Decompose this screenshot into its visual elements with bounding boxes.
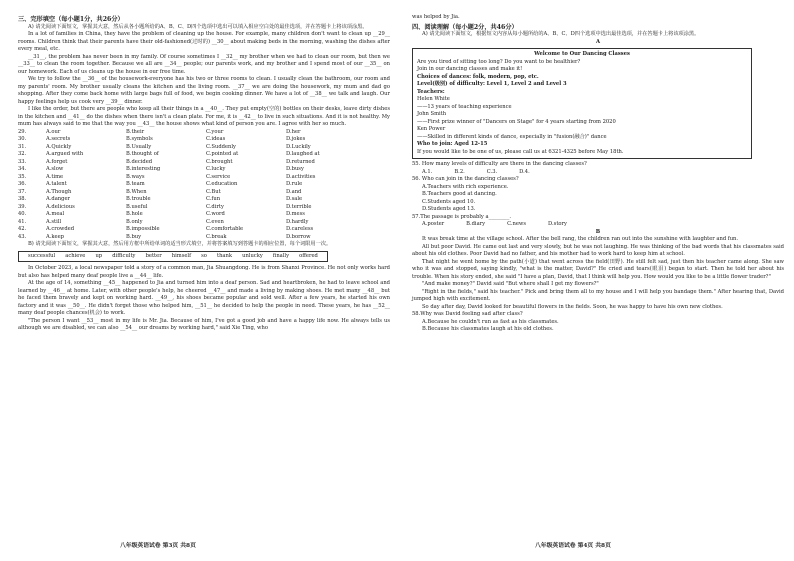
option: C.dirty — [206, 203, 224, 210]
story-para-2: All but poor David. He came out last and very slowly, but he was not laughing. He was thinking of the bad words that his classmates said about his old clothes. Poor David had no father, and his mother had to work hard to keep him at school. — [412, 243, 784, 257]
option: B.team — [126, 181, 145, 187]
question-57: 57.The passage is probably a________. — [412, 213, 511, 220]
q55-options — [412, 169, 784, 177]
option: C.service — [206, 173, 231, 180]
option: C.Suddenly — [206, 143, 236, 150]
option: D.mess — [286, 211, 305, 217]
passage-b-para-2: At the age of 14, something __45__ happened to Jia and turned him into a deaf person. Sad and heartbroken, he had to leave school and learned by __46__ at home. Later, with other people's help, he cheered __47__ and made a living by making shoes. He met many __48__ but he faced them bravely and kept on working hard. __49__, his shoes became popular and sold well. After a few years, he started his own factory and it was __50__. He didn't forget those who helped him, __51__ he decided to help the people in need. These years, he has __52__ many deaf people chances(机会) to work. — [18, 280, 390, 316]
option: C.even — [206, 218, 224, 225]
question-number: 33. — [18, 158, 27, 165]
page-4 — [412, 14, 784, 334]
question-number: 31. — [18, 143, 27, 150]
option: D.busy — [286, 166, 304, 172]
option: A.still — [46, 218, 62, 225]
answer-option: B.diary — [466, 221, 486, 227]
option: A.secrets — [46, 136, 71, 142]
section-4-title: 四、阅读理解（每小题2分，共46分） — [412, 23, 518, 31]
word-option: so — [201, 252, 207, 259]
option: C.lucky — [206, 166, 226, 172]
option: A.delicious — [46, 203, 75, 210]
option: C.comfortable — [206, 226, 244, 232]
answer-option: B.Because his classmates laugh at his old clothes. — [422, 326, 554, 332]
ad-line: Choices of dances: folk, modern, pop, etc. — [417, 73, 539, 80]
option: B.only — [126, 218, 143, 225]
question-number: 42. — [18, 226, 27, 232]
continued-text: was helped by Jia. — [412, 14, 460, 20]
option: D.returned — [286, 158, 315, 165]
option: D.hardly — [286, 218, 309, 225]
option: D.borrow — [286, 233, 311, 240]
word-box — [18, 251, 328, 263]
option: B.their — [126, 128, 145, 135]
cloze-para-4: I like the order, but there are people who keep all their things in a __40__. They put empty(空的) bottles on their desks, leave dirty dishes in the kitchen and __41__ do the dishes when there isn't a clean plate. For me, it is __42__ to live in such situations. And it is not healthy. My mum has always said to me that the way you __43__ the house shows what kind of person you are. I agree with her so much. — [18, 106, 390, 127]
option: B.decided — [126, 158, 153, 165]
answer-option: C.3. — [486, 168, 498, 175]
option: C.education — [206, 181, 238, 187]
question-number: 40. — [18, 211, 27, 217]
option: A.slow — [46, 166, 64, 172]
word-option: offered — [299, 252, 318, 259]
answer-option: C.news — [507, 221, 527, 227]
question-number: 39. — [18, 203, 27, 210]
option: D.laughed at — [286, 151, 320, 157]
option: A.time — [46, 173, 64, 180]
option: D.terrible — [286, 203, 312, 210]
word-option: himself — [171, 252, 192, 259]
ad-line: If you would like to be one of us, please call us at 6321-4325 before May 18th. — [417, 148, 624, 155]
option: A.argued with — [46, 151, 84, 157]
option: C.ideas — [206, 136, 226, 142]
word-option: unlucky — [242, 252, 263, 259]
word-option: finally — [272, 252, 290, 259]
option: B.When — [126, 188, 147, 195]
q56-options — [412, 184, 784, 214]
question-number: 29. — [18, 128, 27, 135]
answer-option: C.Students aged 10. — [422, 198, 476, 205]
answer-option: B.Teachers good at dancing. — [422, 191, 497, 197]
q58-options — [412, 319, 784, 334]
option: B.Usually — [126, 143, 152, 150]
answer-option: A.1. — [422, 168, 433, 175]
ad-line: Join in our dancing classes and make it! — [417, 66, 523, 72]
answer-option: D.story — [548, 221, 567, 227]
option: A.Though — [46, 188, 72, 195]
option: C.break — [206, 233, 227, 240]
cloze-options — [18, 129, 390, 242]
question-number: 43. — [18, 233, 27, 240]
option: D.rule — [286, 181, 303, 187]
passage-b-para-3: "The person I want __53__ most in my life is Mr. Jia. Because of him, I've got a good job and have a happy life now. He always tells us although we are disabled, we can also __54__ our dreams by working hard," said Xie Ting, who — [18, 317, 390, 331]
word-option: difficulty — [112, 252, 136, 259]
question-56: 56. Who can join in the dancing classes? — [412, 176, 519, 182]
option: D.and — [286, 188, 302, 195]
story-para-6: So day after day, David looked for beautiful flowers in the fields. Soon, he was happy to have his own new clothes. — [422, 303, 723, 310]
ad-line: Helen White — [417, 96, 450, 102]
question-number: 38. — [18, 196, 27, 202]
option: B.useful — [126, 203, 148, 210]
passage-b-label: B — [595, 228, 601, 235]
option: A.Quickly — [46, 143, 72, 150]
q57-options — [412, 221, 784, 229]
ad-line: John Smith — [417, 111, 447, 117]
page-3-footer: 八年级英语试卷 第3页 共8页 — [120, 543, 196, 549]
option: B.hole — [126, 211, 143, 217]
option: D.jokes — [286, 136, 306, 142]
word-option: achieve — [65, 252, 86, 259]
answer-option: A.Teachers with rich experience. — [422, 183, 509, 190]
option: A.crowded — [46, 226, 75, 232]
option: D.Luckily — [286, 143, 311, 150]
ad-lines — [417, 59, 747, 157]
option: C.your — [206, 128, 224, 135]
answer-option: A.poster — [422, 221, 445, 227]
word-option: thank — [217, 252, 233, 259]
answer-option: D.Students aged 13. — [422, 206, 476, 212]
ad-line: ——Skilled in different kinds of dance, especially in "fusion(融合)" dance — [417, 133, 607, 140]
question-number: 34. — [18, 166, 27, 172]
cloze-para-3: We try to follow the __36__ of the housework-everyone has his two or three rooms to clean. I usually clean the bathroom, our room and my parents' room. My brother usually cleans the kitchen and the living room. __37__ we are doing the housework, my mum and dad go shopping. After they come back home with large bags full of food, we begin cooking dinner. We have a lot of __38__ we talk and laugh. Our happy feelings help us cook very __39__ dinner. — [18, 76, 390, 105]
option: A.keep — [46, 233, 64, 240]
option: C.But — [206, 188, 221, 195]
option: B.interesting — [126, 166, 161, 172]
story-para-1: It was break time at the village school. After the bell rang, the children ran out into the sunshine with laughter and fun. — [422, 236, 739, 242]
ad-line: Are you tired of sitting too long? Do you want to be healthier? — [417, 58, 581, 65]
answer-option: A.Because he couldn't run as fast as his classmates. — [422, 318, 559, 325]
ad-line: Teachers: — [417, 88, 445, 95]
question-number: 30. — [18, 136, 27, 142]
option: B.symbols — [126, 136, 153, 142]
question-number: 41. — [18, 218, 27, 225]
question-number: 36. — [18, 181, 27, 187]
cloze-para-2: __31__, the problem has never been in my family. Of course sometimes I __32__ my brother when we had to clean our room, but then we __33__ to clean the room together. Because we all are __34__ people; our parents work, and my brother and I spend most of our __35__ on our homework. Each of us cleans up the house in our free time. — [18, 53, 390, 75]
question-number: 35. — [18, 173, 27, 180]
option: B.thought of — [126, 151, 159, 157]
option: B.ways — [126, 173, 145, 180]
part-a-instructions: A) 请先阅读下面短文，掌握其大意，然后从各小题所给的A、B、C、D四个选项中选出可以填入相应空白处的最佳选项，并在答题卡上将该项涂黑。 — [28, 23, 368, 30]
option: D.her — [286, 128, 301, 135]
cloze-para-1: In a lot of families in China, they have the problem of cleaning up the house. For example, many children don't want to clean up __29__ rooms. Children think that their parents have their old-fashioned(过时的) __30__ about making beds in the morning, washing the dishes after every meal, etc. — [18, 31, 390, 52]
option: B.impossible — [126, 226, 160, 232]
option: C.brought — [206, 158, 233, 165]
ad-line: ——13 years of teaching experience — [417, 103, 512, 110]
dance-ad-box — [412, 48, 752, 159]
word-option: up — [95, 252, 103, 259]
part-b-instructions: B) 请先阅读下面短文，掌握其大意，然后用方框中所给单词的适当形式填空，并将答案填写到答题卡的相应位置，每个词限用一次。 — [28, 241, 332, 247]
ad-title: Welcome to Our Dancing Classes — [534, 51, 630, 57]
option: D.activities — [286, 173, 316, 180]
option: A.forget — [46, 158, 68, 165]
option: A.meal — [46, 211, 65, 217]
question-number: 32. — [18, 151, 27, 157]
ad-line: Ken Power — [417, 126, 446, 132]
ad-line: ——First prize winner of "Dancers on Stage" for 4 years starting from 2020 — [417, 118, 616, 125]
ad-line: Who to join: Aged 12-15 — [417, 141, 488, 147]
ad-line: Level(级别) of difficulty: Level 1, Level 2 and Level 3 — [417, 81, 567, 87]
section-3-title: 三、完形填空（每小题1分，共26分） — [18, 16, 124, 23]
passage-a-label: A — [595, 38, 601, 45]
page-4-footer: 八年级英语试卷 第4页 共8页 — [535, 543, 611, 549]
option: C.word — [206, 211, 225, 217]
question-58: 58.Why was David feeling sad after class? — [412, 311, 523, 317]
answer-option: B.2. — [454, 168, 465, 175]
option: C.fun — [206, 196, 221, 202]
question-number: 37. — [18, 188, 27, 195]
page-3 — [18, 14, 390, 333]
story-para-5: "Right in the fields," said his teacher." Pick and bring them all to my house and I will help you bandage them." After hearing that, David jumped high with excitement. — [412, 288, 784, 302]
option: D.sale — [286, 196, 303, 202]
option: A.talent — [46, 181, 67, 187]
question-55: 55. How many levels of difficulty are there in the dancing classes? — [412, 161, 587, 167]
option: A.danger — [46, 196, 71, 202]
option: C.pointed at — [206, 151, 239, 157]
word-option: successful — [28, 252, 56, 259]
option: A.our — [46, 128, 61, 135]
story-para-3: That night he went home by the path(小道) that went across the field(田野). He still felt sad, just then his teacher came along. She saw who it was and stopped, saying kindly, "what is the matter, David?" He cried and tears(眼泪) began to start. Then he told her about his trouble. When his story ended, she said "I have a plan, David, that I think will help you. How would you like to be a little flower trader?" — [412, 258, 784, 280]
option: B.buy — [126, 233, 142, 240]
reading-instructions: A) 请先阅读下面短文，根据短文内容从每小题所给的A、B、C、D四个选项中选出最佳选项，并在答题卡上将该项涂黑。 — [422, 31, 700, 37]
option: B.trouble — [126, 196, 151, 202]
story-para-4: "And make money?" David said "But where shall I get my flowers?" — [422, 281, 599, 287]
word-option: better — [145, 252, 162, 259]
passage-b-para-1: In October 2023, a local newspaper told a story of a common man, Jia Shuangdong. He is from Shanxi Province. He not only works hard but also has helped many deaf people live a __44__ life. — [18, 265, 390, 279]
answer-option: D.4. — [519, 168, 530, 175]
option: D.careless — [286, 226, 314, 232]
